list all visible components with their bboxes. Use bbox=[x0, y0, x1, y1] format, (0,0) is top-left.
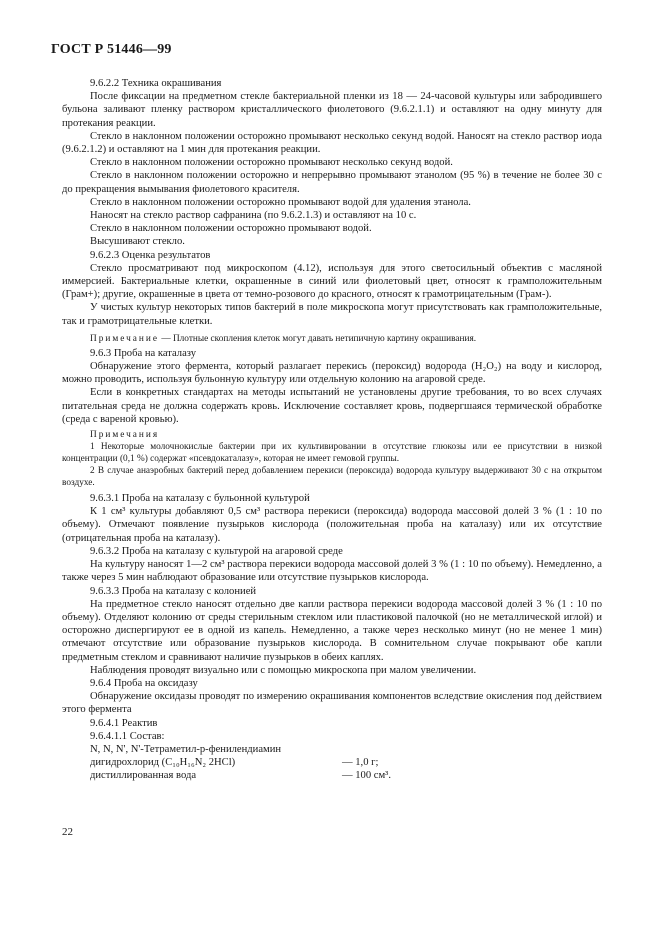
standard-header: ГОСТ Р 51446—99 bbox=[51, 42, 172, 57]
paragraph: Стекло в наклонном положении осторожно промывают несколько секунд водой. Наносят на стекло раствор иода (9.6.2.1.2) и оставляют на 1 мин для протекания реакции. bbox=[62, 130, 602, 156]
section-heading: 9.6.3 Проба на каталазу bbox=[90, 347, 197, 359]
section-heading: 9.6.3.3 Проба на каталазу с колонией bbox=[90, 585, 257, 597]
reagent-name: дистиллированная вода bbox=[90, 770, 197, 782]
document-body bbox=[62, 77, 602, 783]
reagent-line: N, N, N', N'-Тетраметил-p-фенилендиамин bbox=[90, 743, 282, 755]
paragraph: Стекло в наклонном положении осторожно промывают несколько секунд водой. bbox=[90, 157, 453, 169]
note: 2 В случае анаэробных бактерий перед добавлением перекиси (пероксида) водорода культуру выдерживают 30 с на открытом воздухе. bbox=[62, 466, 602, 489]
paragraph: Стекло в наклонном положении осторожно промывают водой. bbox=[90, 223, 372, 235]
paragraph: Наблюдения проводят визуально или с помощью микроскопа при малом увеличении. bbox=[90, 664, 477, 676]
paragraph: Стекло в наклонном положении осторожно промывают водой для удаления этанола. bbox=[90, 196, 471, 208]
notes-heading: Примечания bbox=[90, 430, 160, 441]
paragraph: У чистых культур некоторых типов бактерий в поле микроскопа могут присутствовать как грамположительные, так и грамотрицательные клетки. bbox=[62, 302, 602, 327]
reagent-row bbox=[62, 756, 602, 769]
note-text: — Плотные скопления клеток могут давать нетипичную картину окрашивания. bbox=[159, 333, 477, 344]
paragraph: На культуру наносят 1—2 см³ раствора перекиси водорода массовой долей 3 % (1 : 10 по объему). Немедленно, а также через 5 мин наблюдают образование или отсутствие пузырьков кислорода. bbox=[62, 559, 602, 584]
section-heading: 9.6.3.1 Проба на каталазу с бульонной культурой bbox=[90, 493, 310, 505]
section-heading: 9.6.2.3 Оценка результатов bbox=[90, 249, 211, 261]
paragraph: Стекло в наклонном положении осторожно и непрерывно промывают этанолом (95 %) в течение не более 30 с до прекращения вымывания фиолетового красителя. bbox=[62, 170, 602, 195]
paragraph: После фиксации на предметном стекле бактериальной пленки из 18 — 24-часовой культуры или забродившего бульона заливают пленку раствором кристаллического фиолетового (9.6.2.1.1) и оставляют на одну минуту для протекания реакции. bbox=[62, 91, 602, 129]
section-heading: 9.6.4.1 Реактив bbox=[90, 717, 158, 729]
paragraph: Стекло просматривают под микроскопом (4.12), используя для этого светосильный объектив с масляной иммерсией. Бактериальные клетки, окрашенные в синий или фиолетовый цвет, относят к грамположительным (Грам+); другие, окрашенные в цвета от темно-розового до красного, относят к грамотрицательным (Грам-). bbox=[62, 262, 602, 301]
paragraph: Обнаружение этого фермента, который разлагает перекись (пероксид) водорода (H₂O₂) на воду и кислород, можно проводить, используя бульонную культуру или отдельную колонию на агаровой среде. bbox=[62, 361, 602, 386]
reagent-amount: — 1,0 г; bbox=[342, 757, 379, 769]
note: 1 Некоторые молочнокислые бактерии при их культивировании в отсутствие глюкозы или ее присутствии в низкой концентрации (0,1 %) содержат «псевдокаталазу», которая не имеет гемовой группы. bbox=[62, 442, 602, 465]
note bbox=[62, 333, 602, 345]
paragraph: К 1 см³ культуры добавляют 0,5 см³ раствора перекиси (пероксида) водорода массовой долей 3 % (1 : 10 по объему). Отмечают появление пузырьков кислорода (положительная проба на каталазу) или их отсутствие (отрицательная проба на каталазу). bbox=[62, 506, 602, 544]
paragraph: Обнаружение оксидазы проводят по измерению окрашивания компонентов вследствие окисления под действием этого фермента bbox=[62, 691, 602, 716]
note-label: Примечание bbox=[90, 333, 159, 344]
paragraph: Высушивают стекло. bbox=[90, 236, 185, 248]
page-number: 22 bbox=[62, 826, 73, 838]
reagent-row bbox=[62, 769, 602, 782]
paragraph: Если в конкретных стандартах на методы испытаний не установлены другие требования, то во всех случаях питательная среда не должна содержать кровь. Исключение составляет кровь, подвергшаяся термической обработке (среда с вареной кровью). bbox=[62, 387, 602, 425]
paragraph: На предметное стекло наносят отдельно две капли раствора перекиси водорода массовой долей 3 % (1 : 10 по объему). Отделяют колонию от среды стерильным стеклом или пластиковой палочкой (но не металлической иглой) и осторожно диспергируют ее в одной из капель. Немедленно, а также через несколько минут (но не менее 1 мин) отмечают отсутствие или образование пузырьков кислорода. В сомнительном случае покрывают обе капли предметным стеклом и сравнивают наличие пузырьков в обеих каплях. bbox=[62, 598, 602, 663]
section-heading: 9.6.3.2 Проба на каталазу с культурой на агаровой среде bbox=[90, 545, 343, 557]
section-heading: 9.6.4.1.1 Состав: bbox=[90, 730, 165, 742]
reagent-amount: — 100 см³. bbox=[342, 770, 392, 782]
paragraph: Наносят на стекло раствор сафранина (по 9.6.2.1.3) и оставляют на 10 с. bbox=[90, 210, 417, 222]
section-heading: 9.6.2.2 Техника окрашивания bbox=[90, 78, 222, 89]
reagent-name: дигидрохлорид (C₁₀H₁₆N₂ 2HCl) bbox=[90, 757, 236, 769]
section-heading: 9.6.4 Проба на оксидазу bbox=[90, 677, 198, 689]
